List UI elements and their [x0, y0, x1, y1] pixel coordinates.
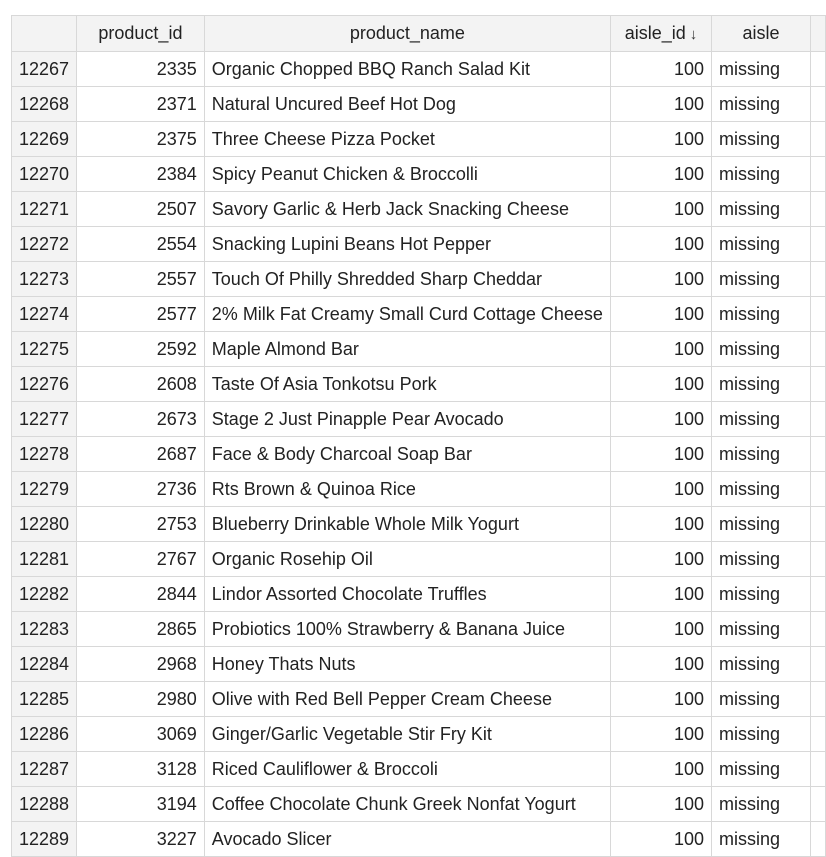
aisle-id-cell[interactable]: 100	[610, 332, 711, 367]
aisle-id-cell[interactable]: 100	[610, 87, 711, 122]
product-name-cell[interactable]: Touch Of Philly Shredded Sharp Cheddar	[204, 262, 610, 297]
extra-cell	[810, 297, 825, 332]
product-id-cell[interactable]: 3227	[77, 822, 205, 857]
table-row[interactable]	[12, 647, 826, 682]
table-row[interactable]	[12, 52, 826, 87]
aisle-cell[interactable]: missing	[711, 297, 810, 332]
row-index-cell[interactable]: 12273	[12, 262, 77, 297]
table-row[interactable]	[12, 262, 826, 297]
aisle-id-cell[interactable]: 100	[610, 682, 711, 717]
extra-cell	[810, 87, 825, 122]
aisle-cell[interactable]: missing	[711, 402, 810, 437]
extra-cell	[810, 437, 825, 472]
product-name-cell[interactable]: Blueberry Drinkable Whole Milk Yogurt	[204, 507, 610, 542]
row-index-cell[interactable]: 12280	[12, 507, 77, 542]
product-id-cell[interactable]: 2865	[77, 612, 205, 647]
aisle-cell[interactable]: missing	[711, 87, 810, 122]
aisle-cell[interactable]: missing	[711, 647, 810, 682]
row-index-cell[interactable]: 12276	[12, 367, 77, 402]
row-index-cell[interactable]: 12272	[12, 227, 77, 262]
product-name-cell[interactable]: Honey Thats Nuts	[204, 647, 610, 682]
product-id-cell[interactable]: 2753	[77, 507, 205, 542]
table-row[interactable]	[12, 297, 826, 332]
row-index-cell[interactable]: 12283	[12, 612, 77, 647]
aisle-id-cell[interactable]: 100	[610, 227, 711, 262]
extra-cell	[810, 367, 825, 402]
extra-cell	[810, 717, 825, 752]
product-name-cell[interactable]: Olive with Red Bell Pepper Cream Cheese	[204, 682, 610, 717]
aisle-cell[interactable]: missing	[711, 752, 810, 787]
aisle-cell[interactable]: missing	[711, 122, 810, 157]
row-index-cell[interactable]: 12286	[12, 717, 77, 752]
extra-cell	[810, 402, 825, 437]
row-index-cell[interactable]: 12281	[12, 542, 77, 577]
product-id-cell[interactable]: 2375	[77, 122, 205, 157]
extra-cell	[810, 612, 825, 647]
row-index-cell[interactable]: 12279	[12, 472, 77, 507]
aisle-id-header-label: aisle_id	[624, 23, 686, 43]
aisle-id-cell[interactable]: 100	[610, 122, 711, 157]
product-id-cell[interactable]: 2577	[77, 297, 205, 332]
product-id-cell[interactable]: 2608	[77, 367, 205, 402]
table-row[interactable]	[12, 437, 826, 472]
product-name-cell[interactable]: Organic Rosehip Oil	[204, 542, 610, 577]
table-row[interactable]	[12, 367, 826, 402]
row-index-cell[interactable]: 12288	[12, 787, 77, 822]
aisle-id-cell[interactable]: 100	[610, 612, 711, 647]
row-index-cell[interactable]: 12287	[12, 752, 77, 787]
aisle-cell[interactable]: missing	[711, 612, 810, 647]
product-name-cell[interactable]: Riced Cauliflower & Broccoli	[204, 752, 610, 787]
aisle-cell[interactable]: missing	[711, 437, 810, 472]
row-index-cell[interactable]: 12277	[12, 402, 77, 437]
aisle-cell[interactable]: missing	[711, 262, 810, 297]
product-name-cell[interactable]: Organic Chopped BBQ Ranch Salad Kit	[204, 52, 610, 87]
table-row[interactable]	[12, 402, 826, 437]
product-id-cell[interactable]: 2736	[77, 472, 205, 507]
product-name-column-header[interactable]: product_name	[204, 16, 610, 52]
product-id-cell[interactable]: 2844	[77, 577, 205, 612]
product-name-cell[interactable]: 2% Milk Fat Creamy Small Curd Cottage Cheese	[204, 297, 610, 332]
aisle-id-cell[interactable]: 100	[610, 367, 711, 402]
extra-cell	[810, 262, 825, 297]
extra-cell	[810, 682, 825, 717]
product-id-cell[interactable]: 2335	[77, 52, 205, 87]
product-name-cell[interactable]: Avocado Slicer	[204, 822, 610, 857]
index-column-header	[12, 16, 77, 52]
product-name-cell[interactable]: Stage 2 Just Pinapple Pear Avocado	[204, 402, 610, 437]
aisle-cell[interactable]: missing	[711, 717, 810, 752]
row-index-cell[interactable]: 12274	[12, 297, 77, 332]
table-row[interactable]	[12, 542, 826, 577]
extra-cell	[810, 157, 825, 192]
product-id-cell[interactable]: 2592	[77, 332, 205, 367]
product-id-cell[interactable]: 2673	[77, 402, 205, 437]
table-row[interactable]	[12, 192, 826, 227]
row-index-cell[interactable]: 12268	[12, 87, 77, 122]
extra-cell	[810, 507, 825, 542]
table-row[interactable]	[12, 227, 826, 262]
product-id-cell[interactable]: 2687	[77, 437, 205, 472]
arrow-down-icon[interactable]: ↓	[689, 26, 698, 43]
extra-cell	[810, 752, 825, 787]
extra-cell	[810, 192, 825, 227]
product-name-cell[interactable]: Three Cheese Pizza Pocket	[204, 122, 610, 157]
row-index-cell[interactable]: 12270	[12, 157, 77, 192]
extra-cell	[810, 472, 825, 507]
row-index-cell[interactable]: 12269	[12, 122, 77, 157]
product-name-cell[interactable]: Taste Of Asia Tonkotsu Pork	[204, 367, 610, 402]
extra-cell	[810, 227, 825, 262]
product-id-cell[interactable]: 2554	[77, 227, 205, 262]
aisle-id-cell[interactable]: 100	[610, 262, 711, 297]
product-id-cell[interactable]: 2507	[77, 192, 205, 227]
header-row	[12, 16, 826, 52]
data-table	[11, 15, 826, 857]
aisle-cell[interactable]: missing	[711, 542, 810, 577]
extra-cell	[810, 577, 825, 612]
product-id-cell[interactable]: 2384	[77, 157, 205, 192]
aisle-id-cell[interactable]: 100	[610, 822, 711, 857]
row-index-cell[interactable]: 12285	[12, 682, 77, 717]
table-row[interactable]	[12, 122, 826, 157]
aisle-id-cell[interactable]: 100	[610, 472, 711, 507]
table-row[interactable]	[12, 717, 826, 752]
aisle-id-cell[interactable]: 100	[610, 192, 711, 227]
extra-cell	[810, 52, 825, 87]
aisle-cell[interactable]: missing	[711, 472, 810, 507]
product-id-cell[interactable]: 2371	[77, 87, 205, 122]
product-id-cell[interactable]: 3069	[77, 717, 205, 752]
aisle-column-header[interactable]: aisle	[711, 16, 810, 52]
row-index-cell[interactable]: 12289	[12, 822, 77, 857]
extra-cell	[810, 787, 825, 822]
row-index-cell[interactable]: 12282	[12, 577, 77, 612]
row-index-cell[interactable]: 12284	[12, 647, 77, 682]
row-index-cell[interactable]: 12271	[12, 192, 77, 227]
product-name-cell[interactable]: Probiotics 100% Strawberry & Banana Juice	[204, 612, 610, 647]
product-id-column-header[interactable]: product_id	[77, 16, 205, 52]
product-name-cell[interactable]: Face & Body Charcoal Soap Bar	[204, 437, 610, 472]
table-row[interactable]	[12, 682, 826, 717]
aisle-id-cell[interactable]: 100	[610, 297, 711, 332]
extra-cell	[810, 122, 825, 157]
product-name-cell[interactable]: Spicy Peanut Chicken & Broccolli	[204, 157, 610, 192]
product-id-cell[interactable]: 2968	[77, 647, 205, 682]
aisle-id-cell[interactable]: 100	[610, 787, 711, 822]
aisle-id-cell[interactable]: 100	[610, 752, 711, 787]
extra-cell	[810, 647, 825, 682]
extra-cell	[810, 542, 825, 577]
table-row[interactable]	[12, 752, 826, 787]
product-id-cell[interactable]: 3194	[77, 787, 205, 822]
product-id-cell[interactable]: 2767	[77, 542, 205, 577]
aisle-cell[interactable]: missing	[711, 192, 810, 227]
aisle-id-cell[interactable]: 100	[610, 717, 711, 752]
aisle-id-column-header[interactable]	[610, 16, 711, 52]
product-name-cell[interactable]: Snacking Lupini Beans Hot Pepper	[204, 227, 610, 262]
row-index-cell[interactable]: 12278	[12, 437, 77, 472]
aisle-cell[interactable]: missing	[711, 787, 810, 822]
row-index-cell[interactable]: 12275	[12, 332, 77, 367]
product-name-cell[interactable]: Natural Uncured Beef Hot Dog	[204, 87, 610, 122]
table-row[interactable]	[12, 507, 826, 542]
aisle-cell[interactable]: missing	[711, 332, 810, 367]
aisle-id-cell[interactable]: 100	[610, 437, 711, 472]
table-row[interactable]	[12, 87, 826, 122]
aisle-cell[interactable]: missing	[711, 682, 810, 717]
aisle-id-cell[interactable]: 100	[610, 52, 711, 87]
product-name-cell[interactable]: Ginger/Garlic Vegetable Stir Fry Kit	[204, 717, 610, 752]
table-row[interactable]	[12, 787, 826, 822]
aisle-id-cell[interactable]: 100	[610, 157, 711, 192]
extra-cell	[810, 332, 825, 367]
aisle-cell[interactable]: missing	[711, 52, 810, 87]
table-row[interactable]	[12, 332, 826, 367]
extra-column-header	[810, 16, 825, 52]
product-name-cell[interactable]: Rts Brown & Quinoa Rice	[204, 472, 610, 507]
product-name-cell[interactable]: Lindor Assorted Chocolate Truffles	[204, 577, 610, 612]
aisle-cell[interactable]: missing	[711, 367, 810, 402]
table-row[interactable]	[12, 577, 826, 612]
product-id-cell[interactable]: 2557	[77, 262, 205, 297]
table-row[interactable]	[12, 822, 826, 857]
aisle-cell[interactable]: missing	[711, 157, 810, 192]
aisle-cell[interactable]: missing	[711, 822, 810, 857]
table-row[interactable]	[12, 472, 826, 507]
product-name-cell[interactable]: Savory Garlic & Herb Jack Snacking Cheese	[204, 192, 610, 227]
product-name-cell[interactable]: Maple Almond Bar	[204, 332, 610, 367]
aisle-cell[interactable]: missing	[711, 227, 810, 262]
product-id-cell[interactable]: 2980	[77, 682, 205, 717]
table-row[interactable]	[12, 612, 826, 647]
extra-cell	[810, 822, 825, 857]
aisle-cell[interactable]: missing	[711, 577, 810, 612]
aisle-id-cell[interactable]: 100	[610, 507, 711, 542]
aisle-id-cell[interactable]: 100	[610, 402, 711, 437]
product-name-cell[interactable]: Coffee Chocolate Chunk Greek Nonfat Yogurt	[204, 787, 610, 822]
aisle-id-cell[interactable]: 100	[610, 577, 711, 612]
row-index-cell[interactable]: 12267	[12, 52, 77, 87]
aisle-id-cell[interactable]: 100	[610, 542, 711, 577]
product-id-cell[interactable]: 3128	[77, 752, 205, 787]
aisle-cell[interactable]: missing	[711, 507, 810, 542]
table-row[interactable]	[12, 157, 826, 192]
aisle-id-cell[interactable]: 100	[610, 647, 711, 682]
